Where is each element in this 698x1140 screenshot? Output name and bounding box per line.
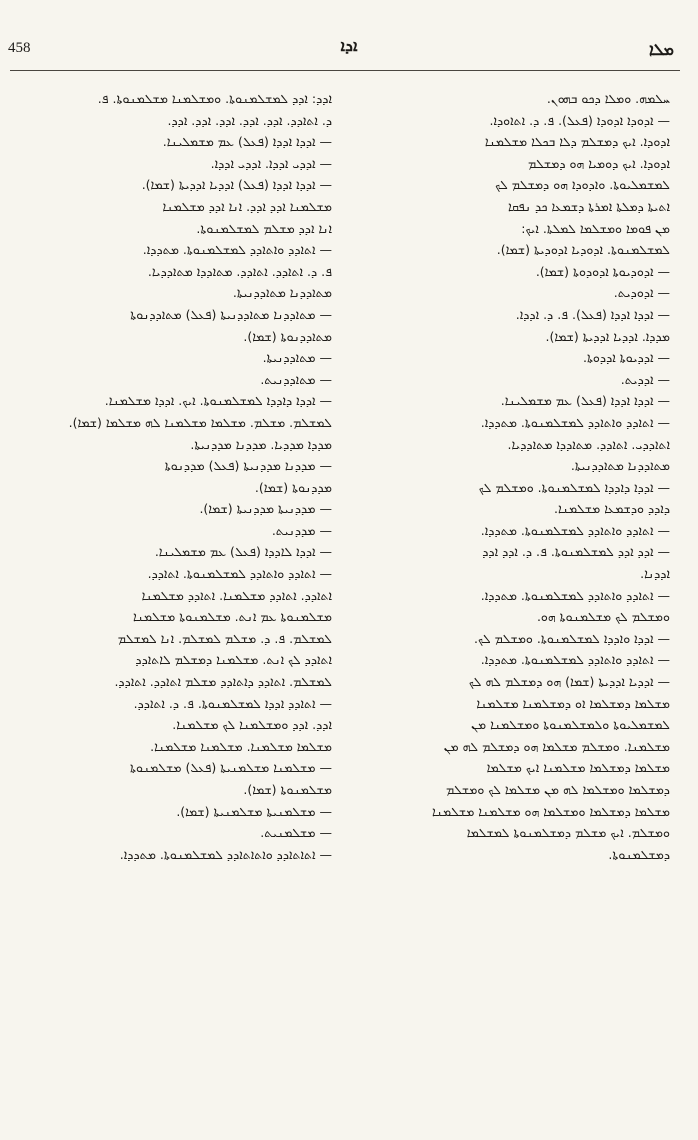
- column-line: — ܐܬܐܕܕ ܘܐܬܐܕܕ ܠܡܫܠܡܢܘܬܐ. ܡܬܕܕܐ.: [480, 522, 670, 538]
- column-line: — ܡܬܐܕܕܢܝܬܐ.: [262, 350, 332, 366]
- column-line: — ܐܕܕܝ ܐܕܕܐ. ܐܕܕܝ ܐܕܕܐ.: [210, 155, 332, 171]
- column-line: ܡܫܠܡܐ ܡܫܠܡܢܐ. ܡܫܠܡܢܐ ܡܫܠܡܢܐ.: [150, 738, 332, 754]
- column-line: — ܡܕܕܢܐ ܡܕܕܢܝܬܐ (ܦܥܠ) ܡܕܕܢܘܬܐ: [164, 458, 332, 474]
- page-number: 458: [8, 40, 31, 56]
- column-line: — ܡܬܐܕܕܢܐ ܡܬܐܕܕܢܝܬܐ (ܦܥܠ) ܡܬܐܕܕܢܘܬܐ: [130, 306, 332, 322]
- column-line: — ܐܬܐܬܐܕܕ ܘܐܬܐܬܐܕܕ ܠܡܫܠܡܢܘܬܐ. ܡܬܕܕܐ.: [119, 846, 332, 862]
- column-line: — ܡܫܠܡܢܐ ܡܫܠܡܢܝܬܐ (ܦܥܠ) ܡܫܠܡܢܘܬܐ: [130, 760, 332, 776]
- column-line: ܐܢܐ ܐܕܕ ܡܫܠܡ ܠܡܫܠܡܢܘܬܐ.: [196, 220, 332, 236]
- column-line: ܐܬܐܕܕ ܠܟ ܐܢܬ. ܡܫܠܡܢܐ ܕܡܫܠܡ ܠܐܬܐܕܕ: [135, 652, 332, 668]
- section-heading: ܡܠܐ: [649, 40, 674, 59]
- column-line: ܠܡܫܠܡ. ܐܬܐܕܕ ܕܐܬܐܕܕ ܡܫܠܡ ܐܬܐܕܕ. ܐܬܐܕܕ.: [114, 674, 332, 690]
- column-line: — ܐܕܕܐ ܐܕܕܐ (ܦܥܠ) ܐܕܕܝܐ ܐܕܕܝܬܐ (ܫܡܐ).: [141, 177, 332, 193]
- column-line: ܠܡܫܡܠܝܘܬܐ ܘܠܡܫܠܡܢܘܬܐ ܘܡܫܠܡܢܐ ܡܢ: [471, 717, 670, 733]
- column-line: — ܐܕܘܕܐ ܐܕܘܕܐ (ܦܥܠ). ܦ. ܕ. ܐܬܐܘܕܐ.: [489, 112, 670, 128]
- column-line: ܡܫܠܡܢܘܬܐ (ܫܡܐ).: [243, 782, 332, 797]
- column-line: ܐܕܘܕܐ. ܐܝܟ ܕܘܡܝܐ ܗܘ ܕܡܫܠܡ: [528, 155, 670, 171]
- left-text-column: [14, 88, 332, 1128]
- column-line: — ܡܬܐܕܕܢܝܬ.: [260, 371, 332, 387]
- column-line: ܕܡܫܠܡܢܘܬܐ.: [608, 846, 670, 862]
- column-line: ܡܬܐܕܕܢܐ ܡܬܐܕܕܢܝܬܐ.: [570, 458, 670, 474]
- column-line: ܘܡܫܠܡ. ܐܝܟ ܡܫܠܡ ܕܡܫܠܡܢܘܬܐ ܠܡܫܠܡܐ: [466, 825, 670, 841]
- column-line: — ܡܕܕܢܝܬܐ ܡܕܕܢܝܬܐ (ܫܡܐ).: [199, 501, 332, 517]
- column-line: — ܐܬܐܕܕ ܘܐܬܐܕܕ ܠܡܫܠܡܢܘܬܐ. ܡܬܕܕܐ.: [480, 587, 670, 603]
- column-line: — ܐܬܐܕܕ ܘܐܬܐܕܕ ܠܡܫܠܡܢܘܬܐ. ܡܬܕܕܐ.: [142, 242, 332, 258]
- column-line: — ܐܕܕ ܐܕܕ ܠܡܫܠܡܢܘܬܐ. ܦ. ܕ. ܐܕܕ ܐܕܕ: [482, 544, 670, 560]
- column-line: ܡܫܠܡܐ ܕܡܫܠܡܐ ܡܫܠܡܢܐ ܐܝܟ ܡܫܠܡܐ: [486, 760, 670, 776]
- header-rule: [10, 70, 680, 71]
- column-line: ܐܕܕ. ܐܕܕ ܘܡܫܠܡܢܐ ܠܟ ܡܫܠܡܢܐ.: [172, 717, 332, 733]
- column-line: — ܐܕܕܐ ܘܐܕܕܐ ܠܡܫܠܡܢܘܬܐ. ܘܡܫܠܡ ܠܟ.: [474, 630, 670, 646]
- column-line: ܚܠܡܗ. ܘܡܠܐ ܕܟܘ ܒܗܘܢ.: [546, 91, 670, 106]
- column-line: ܕܡܫܠܡܐ ܘܡܫܠܡܐ ܠܗ ܡܢ ܡܫܠܡܐ ܠܟ ܘܡܫܠܡ: [446, 782, 670, 797]
- column-line: — ܐܕܕܝܘܬܐ ܐܕܕܘܬܐ.: [582, 350, 670, 366]
- column-line: ܐܕܕ: ܐܕܕ ܠܡܫܠܡܢܘܬܐ. ܘܡܫܠܡܢܐ ܡܫܠܡܢܘܬܐ. ܦ.: [97, 91, 332, 106]
- column-line: — ܡܫܠܡܢܝܬܐ ܡܫܠܡܢܝܬܐ (ܫܡܐ).: [176, 803, 332, 819]
- column-line: — ܡܫܠܡܢܝܬ.: [260, 825, 332, 841]
- column-line: — ܡܕܕܢܝܬ.: [271, 522, 332, 538]
- column-line: ܡܬܐܕܕܢܐ ܡܬܐܕܕܢܝܬܐ.: [232, 285, 332, 301]
- column-line: ܡܫܠܡܢܐ ܐܕܕ ܐܕܕ. ܐܢܐ ܐܕܕ ܡܫܠܡܢܐ: [162, 198, 332, 214]
- column-line: — ܐܕܕܐ ܕܐܕܕܐ ܠܡܫܠܡܢܘܬܐ. ܐܝܟ. ܐܕܕܐ ܡܫܠܡܢܐ.: [104, 393, 332, 409]
- column-line: ܡܕܕܢܘܬܐ (ܫܡܐ).: [254, 479, 332, 495]
- column-line: ܠܡܫܡܠܝܘܬܐ. ܘܐܕܘܕܐ ܗܘ ܕܡܫܠܡ ܠܟ: [495, 177, 670, 193]
- column-line: — ܐܕܘܕܝܘܬܐ ܐܕܘܕܘܬܐ (ܫܡܐ).: [535, 263, 670, 279]
- column-line: — ܐܬܐܕܕ ܐܕܕܐ ܠܡܫܠܡܢܘܬܐ. ܦ. ܕ. ܐܬܐܕܕ.: [133, 695, 332, 711]
- column-line: ܕܐܕܕ ܘܕܫܡܥܐ ܡܫܠܡܢܐ.: [554, 501, 670, 517]
- column-line: ܡܫܠܡܐ ܕܡܫܠܡܐ ܐܘ ܕܡܫܠܡܢܐ ܡܫܠܡܢܐ: [476, 695, 670, 711]
- column-line: — ܐܕܕܐ ܐܕܕܐ (ܦܥܠ). ܦ. ܕ. ܐܕܕܐ.: [515, 306, 670, 322]
- column-line: ܡܫܠܡܐ ܕܡܫܠܡܐ ܘܡܫܠܡܐ ܗܘ ܡܫܠܡܢܐ ܡܫܠܡܢܐ: [432, 803, 670, 819]
- column-line: ܐܕܘܕܐ. ܐܝܟ ܕܡܫܠܡ ܕܠܐ ܒܟܠܐ ܡܫܠܡܢܐ: [484, 134, 670, 150]
- column-line: ܐܬܐܕܕܝ. ܐܬܐܕܕ. ܡܬܐܕܕܐ ܡܬܐܕܕܝܐ.: [507, 436, 670, 452]
- column-line: — ܐܬܐܕܕ ܘܐܬܐܕܕ ܠܡܫܠܡܢܘܬܐ. ܐܬܐܕܕ.: [147, 566, 332, 582]
- column-line: ܐܬܐܕܕ. ܐܬܐܕܕ ܡܫܠܡܢܐ. ܐܬܐܕܕ ܡܫܠܡܢܐ: [141, 587, 332, 603]
- column-line: ܡܕܕܐ ܡܕܕܝܐ. ܡܕܕܢܐ ܡܕܕܢܝܬܐ.: [190, 436, 332, 452]
- column-line: — ܐܕܕܐ ܐܕܕܐ (ܦܥܠ) ܥܡ ܡܫܡܠܝܢܐ.: [500, 393, 670, 409]
- column-line: ܕ. ܐܬܐܕܕ. ܐܕܕ. ܐܕܕ. ܐܕܕ. ܐܕܕ. ܐܕܕ.: [167, 112, 332, 128]
- column-line: ܘܡܫܠܡ ܠܟ ܡܫܠܡܢܘܬܐ ܗܘ.: [536, 609, 670, 625]
- column-line: ܡܫܠܡܢܘܬܐ ܥܡ ܐܢܬ. ܡܫܠܡܢܘܬܐ ܡܫܠܡܢܐ: [132, 609, 332, 625]
- column-line: — ܐܬܐܕܕ ܘܐܬܐܕܕ ܠܡܫܠܡܢܘܬܐ. ܡܬܕܕܐ.: [480, 414, 670, 430]
- column-line: — ܐܕܘܕܝܬ.: [613, 285, 670, 301]
- column-line: ܡܬܐܕܕܢܘܬܐ (ܫܡܐ).: [243, 328, 332, 344]
- column-line: ܡܫܠܡܢܐ. ܘܡܫܠܡ ܡܫܠܡܐ ܗܘ ܕܡܫܠܡ ܠܗ ܡܢ: [443, 738, 670, 754]
- column-line: ܐܬܝܬܐ ܕܡܠܬܐ ܐܡܪܬܐ ܕܫܡܥܐ ܟܕ ܢܦܩܐ: [508, 198, 670, 214]
- column-line: — ܐܕܕܐ ܠܐܕܕܐ (ܦܥܠ) ܥܡ ܡܫܡܠܝܢܐ.: [154, 544, 332, 560]
- column-line: ܡܢ ܦܘܡܐ ܘܡܫܠܡܐ ܠܡܠܬܐ. ܐܝܟ:: [521, 220, 670, 236]
- column-line: ܠܡܫܠܡ. ܦ. ܕ. ܡܫܠܡ ܠܡܫܠܡ. ܐܢܐ ܠܡܫܠܡ: [117, 630, 332, 646]
- column-line: — ܐܬܐܕܕ ܘܐܬܐܕܕ ܠܡܫܠܡܢܘܬܐ. ܡܬܕܕܐ.: [480, 652, 670, 668]
- column-line: ܡܕܕܐ. ܐܕܕܝܐ ܐܕܕܝܬܐ (ܫܡܐ).: [545, 328, 670, 344]
- column-line: — ܐܕܕܐ ܐܕܕܐ (ܦܥܠ) ܥܡ ܡܫܡܠܝܢܐ.: [162, 134, 332, 150]
- column-line: ܦ. ܕ. ܐܬܐܕܕ. ܐܬܐܕܕ. ܡܬܐܕܕܐ ܡܬܐܕܕܝܐ.: [147, 263, 332, 279]
- column-line: — ܐܕܕܐ ܕܐܕܕܐ ܠܡܫܠܡܢܘܬܐ. ܘܡܫܠܡ ܠܟ: [478, 479, 670, 495]
- right-text-column: [352, 88, 670, 1128]
- column-line: ܠܡܫܠܡܢܘܬܐ. ܐܕܘܕܝܐ ܐܕܘܕܝܬܐ (ܫܡܐ).: [496, 242, 670, 258]
- column-line: ܠܡܫܠܡ. ܡܫܠܡ. ܡܫܠܡܐ ܡܫܠܡܢܐ ܠܗ ܡܫܠܡܐ (ܫܡܐ).: [68, 414, 332, 430]
- column-line: — ܐܕܕܝܐ ܐܕܕܝܬܐ (ܫܡܐ) ܗܘ ܕܡܫܠܡ ܠܗ ܠܟ: [468, 674, 670, 690]
- column-line: ܐܕܕܢܐ.: [640, 566, 670, 582]
- running-headword: ܐܕܐ: [340, 36, 358, 55]
- column-line: — ܐܕܕܝܬ.: [620, 371, 670, 387]
